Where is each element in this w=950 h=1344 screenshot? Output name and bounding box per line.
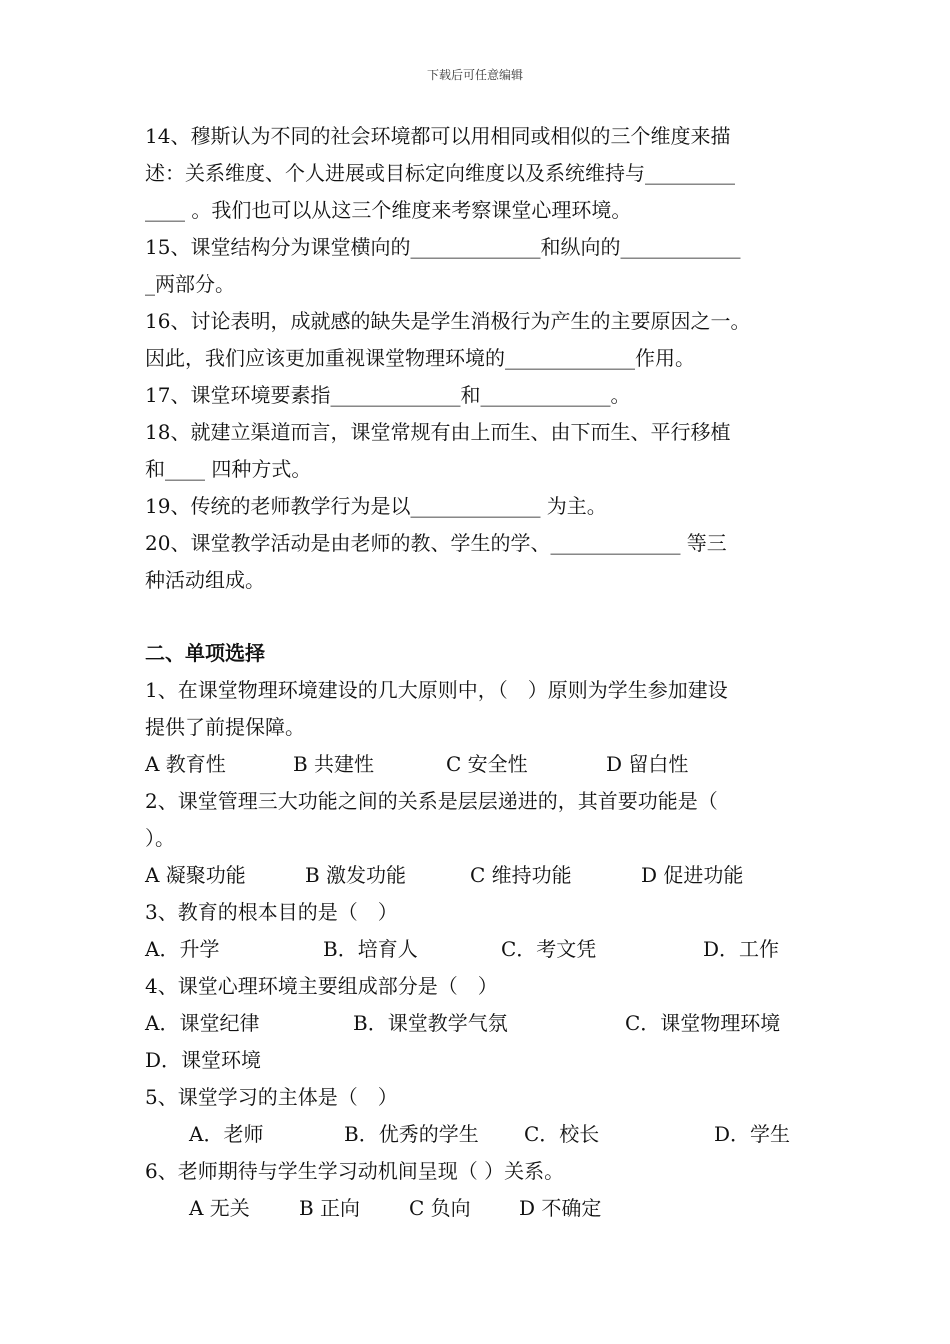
choice-5-options: [145, 1116, 825, 1153]
choice-6-options: [145, 1190, 825, 1227]
q14-line-2: 述：关系维度、个人进展或目标定向维度以及系统维持与_________: [145, 161, 735, 185]
choice-2-line-1: 2、课堂管理三大功能之间的关系是层层递进的，其首要功能是（: [145, 789, 718, 813]
option-c: C 安全性: [446, 752, 528, 776]
q14-line-3: ____ 。我们也可以从这三个维度来考察课堂心理环境。: [145, 198, 632, 222]
option-b: B．培育人: [323, 937, 418, 961]
q16-line-1: 16、讨论表明，成就感的缺失是学生消极行为产生的主要原因之一。: [145, 309, 751, 333]
option-a: A．老师: [189, 1122, 264, 1146]
option-d: D．学生: [714, 1122, 791, 1146]
q14-line-1: 14、穆斯认为不同的社会环境都可以用相同或相似的三个维度来描: [145, 124, 731, 148]
q19-line-1: 19、传统的老师教学行为是以_____________ 为主。: [145, 494, 607, 518]
option-c: C 维持功能: [470, 863, 572, 887]
option-a: A．课堂纪律: [145, 1011, 260, 1035]
option-b: B．优秀的学生: [344, 1122, 479, 1146]
option-d: D．工作: [703, 937, 780, 961]
choice-3-line-1: 3、教育的根本目的是（ ）: [145, 900, 398, 924]
section-title: 二、单项选择: [145, 641, 265, 665]
choice-4-options: [145, 1005, 825, 1042]
option-d: D 不确定: [519, 1196, 602, 1220]
document-body: [145, 118, 825, 1227]
option-b: B 共建性: [293, 752, 375, 776]
page-header: 下载后可任意编辑: [426, 68, 523, 82]
q20-line-2: 种活动组成。: [145, 568, 265, 592]
option-b: B 激发功能: [305, 863, 407, 887]
choice-1-line-2: 提供了前提保障。: [145, 715, 305, 739]
choice-2-options: [145, 857, 825, 894]
q16-line-2: 因此，我们应该更加重视课堂物理环境的_____________作用。: [145, 346, 695, 370]
option-d: D 留白性: [606, 752, 689, 776]
option-c: C．校长: [524, 1122, 600, 1146]
option-a: A 无关: [189, 1196, 250, 1220]
choice-4-option-d: D．课堂环境: [145, 1048, 262, 1072]
q20-line-1: 20、课堂教学活动是由老师的教、学生的学、_____________ 等三: [145, 531, 727, 555]
q17-line-1: 17、课堂环境要素指_____________和_____________。: [145, 383, 631, 407]
spacer: [145, 599, 825, 635]
choice-1-line-1: 1、在课堂物理环境建设的几大原则中，（ ）原则为学生参加建设: [145, 678, 728, 702]
choice-6-line-1: 6、老师期待与学生学习动机间呈现（ ）关系。: [145, 1159, 565, 1183]
choice-2-line-2: ）。: [145, 826, 175, 850]
q18-line-1: 18、就建立渠道而言，课堂常规有由上而生、由下而生、平行移植: [145, 420, 731, 444]
option-c: C．课堂物理环境: [625, 1011, 781, 1035]
option-a: A 凝聚功能: [145, 863, 246, 887]
q18-line-2: 和____ 四种方式。: [145, 457, 312, 481]
q15-line-1: 15、课堂结构分为课堂横向的_____________和纵向的____________: [145, 235, 741, 259]
choice-1-options: [145, 746, 825, 783]
choice-5-line-1: 5、课堂学习的主体是（ ）: [145, 1085, 398, 1109]
q15-line-2: _两部分。: [145, 272, 235, 296]
choice-4-line-1: 4、课堂心理环境主要组成部分是（ ）: [145, 974, 498, 998]
option-b: B 正向: [299, 1196, 361, 1220]
option-b: B．课堂教学气氛: [353, 1011, 508, 1035]
choice-3-options: [145, 931, 825, 968]
option-a: A．升学: [145, 937, 220, 961]
option-a: A 教育性: [145, 752, 226, 776]
option-c: C 负向: [409, 1196, 471, 1220]
option-d: D 促进功能: [641, 863, 744, 887]
option-c: C．考文凭: [501, 937, 597, 961]
